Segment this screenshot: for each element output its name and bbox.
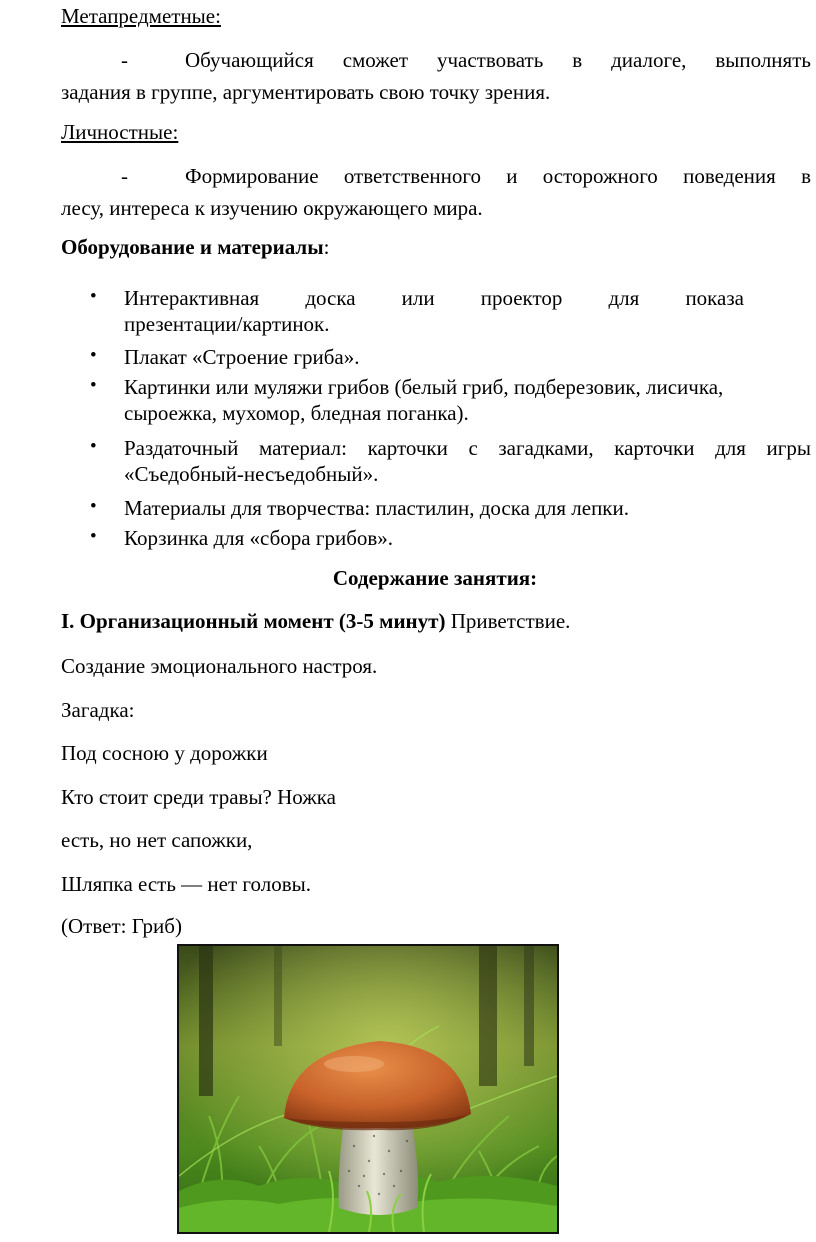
word: Раздаточный: [124, 436, 239, 460]
personal-line-1: [185, 164, 811, 188]
word: или: [401, 286, 435, 310]
word: доска: [305, 286, 356, 310]
word: карточки: [367, 436, 448, 460]
equipment-item-5: Материалы для творчества: пластилин, доска для лепки.: [124, 496, 629, 520]
meta-heading: Метапредметные:: [61, 4, 221, 28]
word: участвовать: [436, 48, 544, 72]
personal-dash: -: [121, 164, 128, 188]
equipment-item-1-line-1: [124, 286, 744, 310]
riddle-line-4: Шляпка есть — нет головы.: [61, 872, 311, 896]
word: Обучающийся: [185, 48, 314, 72]
meta-line-2: задания в группе, аргументировать свою точку зрения.: [61, 80, 551, 104]
word: материал:: [258, 436, 347, 460]
word: осторожного: [542, 164, 658, 188]
bullet-dot: •: [90, 286, 97, 307]
meta-line-1: [185, 48, 811, 72]
lesson-mood: Создание эмоционального настроя.: [61, 654, 378, 678]
lesson-stage-title: I. Организационный момент (3-5 минут): [61, 609, 446, 633]
personal-line-1-text: [185, 164, 811, 188]
equipment-item-4: [124, 436, 811, 460]
bullet-dot: •: [90, 526, 97, 547]
word: карточки: [614, 436, 695, 460]
word: и: [506, 164, 518, 188]
riddle-line-3: есть, но нет сапожки,: [61, 828, 253, 852]
equipment-item-1-line-2: презентации/картинок.: [124, 312, 330, 336]
equipment-item-2: Плакат «Строение гриба».: [124, 345, 360, 369]
word: ответственного: [343, 164, 481, 188]
lesson-stage-rest: Приветствие.: [445, 609, 571, 633]
word: в: [801, 164, 811, 188]
riddle-label: Загадка:: [61, 698, 135, 722]
mushroom-illustration: [179, 946, 557, 1232]
meta-dash: -: [121, 48, 128, 72]
bullet-dot: •: [90, 375, 97, 396]
equipment-item-4-line-1: [124, 436, 811, 460]
equipment-heading-row: [61, 235, 329, 259]
word: показа: [685, 286, 744, 310]
word: для: [608, 286, 640, 310]
mushroom-photo: [177, 944, 559, 1234]
word: игры: [766, 436, 811, 460]
personal-line-2: лесу, интереса к изучению окружающего мира.: [61, 196, 483, 220]
equipment-colon: :: [323, 235, 330, 259]
equipment-item-4-line-2: «Съедобный-несъедобный».: [124, 462, 379, 486]
riddle-line-1: Под сосною у дорожки: [61, 741, 268, 765]
word: выполнять: [715, 48, 811, 72]
equipment-item-3-line-2: сыроежка, мухомор, бледная поганка).: [124, 401, 469, 425]
word: сможет: [342, 48, 409, 72]
word: Формирование: [185, 164, 319, 188]
equipment-item-1: [124, 286, 744, 310]
word: для: [715, 436, 746, 460]
bullet-dot: •: [90, 345, 97, 366]
lesson-title: Содержание занятия:: [332, 566, 538, 590]
word: с: [468, 436, 478, 460]
lesson-stage: [61, 609, 570, 633]
equipment-heading: Оборудование и материалы: [61, 235, 324, 259]
word: Интерактивная: [124, 286, 260, 310]
equipment-item-6: Корзинка для «сбора грибов».: [124, 526, 394, 550]
word: загадками,: [498, 436, 594, 460]
word: проектор: [480, 286, 563, 310]
bullet-dot: •: [90, 496, 97, 517]
word: в: [572, 48, 583, 72]
riddle-answer: (Ответ: Гриб): [61, 914, 182, 938]
bullet-dot: •: [90, 436, 97, 457]
word: диалоге,: [611, 48, 687, 72]
personal-heading: Личностные:: [61, 120, 179, 144]
meta-line-1-text: [185, 48, 811, 72]
equipment-item-3-line-1: Картинки или муляжи грибов (белый гриб, подберезовик, лисичка,: [124, 375, 724, 399]
riddle-line-2: Кто стоит среди травы? Ножка: [61, 785, 336, 809]
word: поведения: [683, 164, 776, 188]
